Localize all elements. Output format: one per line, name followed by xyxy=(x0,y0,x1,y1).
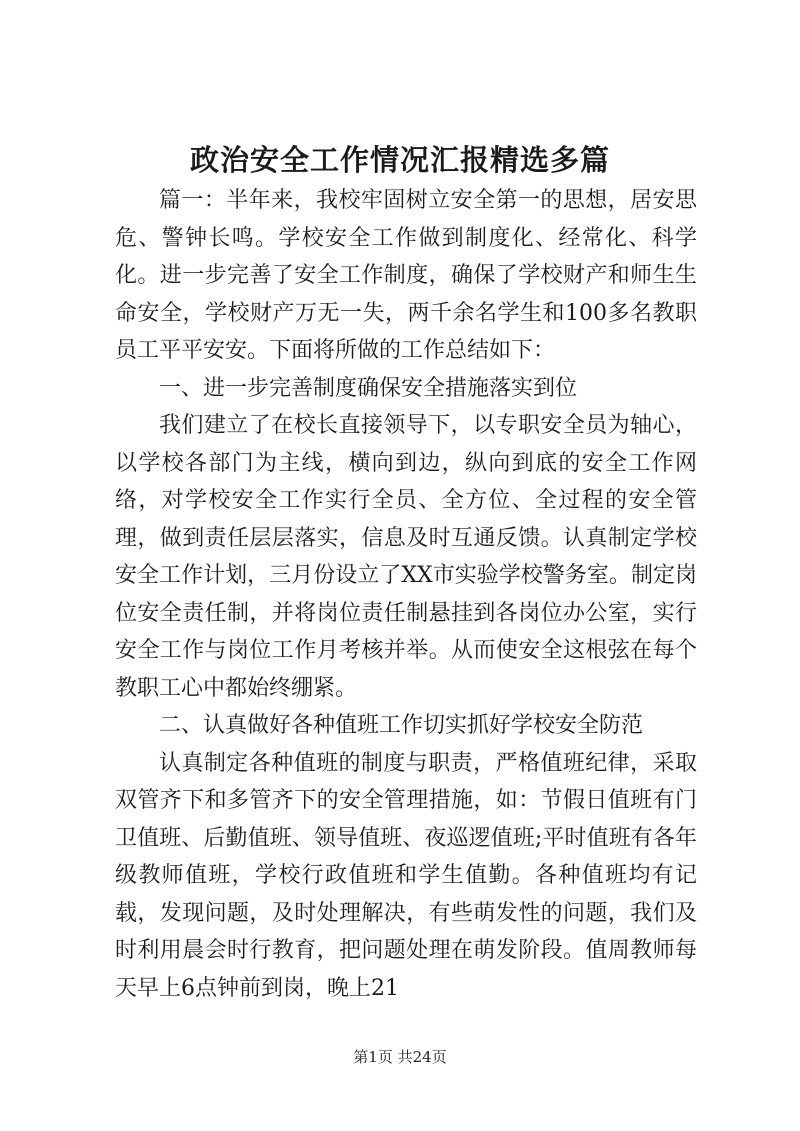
paragraph-section-1: 我们建立了在校长直接领导下，以专职安全员为轴心，以学校各部门为主线，横向到边，纵向到底的安全工作网络，对学校安全工作实行全员、全方位、全过程的安全管理，做到责任层层落实，信息及时互通反馈。认真制定学校安全工作计划，三月份设立了XX市实验学校警务室。制定岗位安全责任制，并将岗位责任制悬挂到各岗位办公室，实行安全工作与岗位工作月考核并举。从而使安全这根弦在每个教职工心中都始终绷紧。 xyxy=(115,413,697,701)
document-title: 政治安全工作情况汇报精选多篇 xyxy=(189,143,610,177)
page-number-footer: 第1页 共24页 xyxy=(353,1048,447,1066)
section-heading-2: 二、认真做好各种值班工作切实抓好学校安全防范 xyxy=(159,713,644,738)
section-heading-1: 一、进一步完善制度确保安全措施落实到位 xyxy=(159,375,578,401)
document-body xyxy=(115,182,697,1007)
paragraph-section-2: 认真制定各种值班的制度与职责，严格值班纪律，采取双管齐下和多管齐下的安全管理措施，如：节假日值班有门卫值班、后勤值班、领导值班、夜巡逻值班;平时值班有各年级教师值班，学校行政值班和学生值勤。各种值班均有记载，发现问题，及时处理解决，有些萌发性的问题，我们及时利用晨会时行教育，把问题处理在萌发阶段。值周教师每天早上6点钟前到岗，晚上21 xyxy=(115,750,697,1001)
paragraph-intro: 篇一：半年来，我校牢固树立安全第一的思想，居安思危、警钟长鸣。学校安全工作做到制度化、经常化、科学化。进一步完善了安全工作制度，确保了学校财产和师生生命安全，学校财产万无一失，两千余名学生和100多名教职员工平平安安。下面将所做的工作总结如下： xyxy=(115,188,697,363)
